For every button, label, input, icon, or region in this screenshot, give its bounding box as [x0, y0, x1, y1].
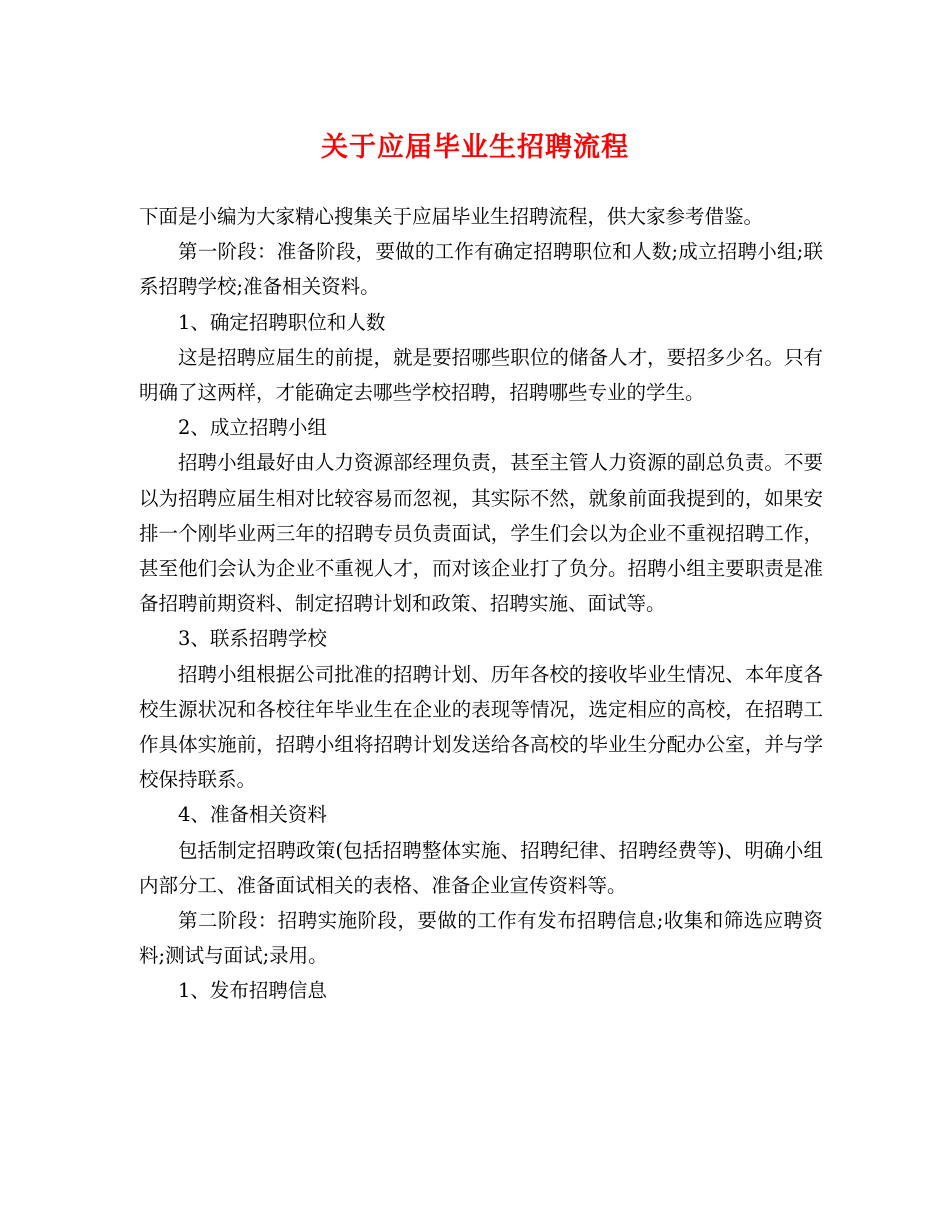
section-heading-2: 2、成立招聘小组 — [178, 416, 327, 440]
document-title: 关于应届毕业生招聘流程 — [321, 132, 629, 163]
section-paragraph-4: 包括制定招聘政策(包括招聘整体实施、招聘纪律、招聘经费等)、明确小组内部分工、准备面试相关的表格、准备企业宣传资料等。 — [139, 838, 823, 897]
document-body — [139, 199, 823, 1009]
stage-one-paragraph: 第一阶段：准备阶段，要做的工作有确定招聘职位和人数;成立招聘小组;联系招聘学校;准备相关资料。 — [139, 240, 823, 299]
intro-paragraph: 下面是小编为大家精心搜集关于应届毕业生招聘流程，供大家参考借鉴。 — [139, 205, 764, 228]
section-paragraph-2: 招聘小组最好由人力资源部经理负责，甚至主管人力资源的副总负责。不要以为招聘应届生相对比较容易而忽视，其实际不然，就象前面我提到的，如果安排一个刚毕业两三年的招聘专员负责面试，学生们会以为企业不重视招聘工作，甚至他们会认为企业不重视人才，而对该企业打了负分。招聘小组主要职责是准备招聘前期资料、制定招聘计划和政策、招聘实施、面试等。 — [139, 451, 823, 616]
section-heading-5: 1、发布招聘信息 — [178, 979, 327, 1003]
section-heading-3: 3、联系招聘学校 — [178, 627, 327, 651]
stage-two-paragraph: 第二阶段：招聘实施阶段，要做的工作有发布招聘信息;收集和筛选应聘资料;测试与面试;录用。 — [139, 909, 823, 968]
section-heading-4: 4、准备相关资料 — [178, 803, 327, 827]
section-paragraph-3: 招聘小组根据公司批准的招聘计划、历年各校的接收毕业生情况、本年度各校生源状况和各校往年毕业生在企业的表现等情况，选定相应的高校，在招聘工作具体实施前，招聘小组将招聘计划发送给各高校的毕业生分配办公室，并与学校保持联系。 — [139, 662, 823, 792]
section-heading-1: 1、确定招聘职位和人数 — [178, 310, 386, 334]
section-paragraph-1: 这是招聘应届生的前提，就是要招哪些职位的储备人才，要招多少名。只有明确了这两样，才能确定去哪些学校招聘，招聘哪些专业的学生。 — [139, 345, 823, 405]
